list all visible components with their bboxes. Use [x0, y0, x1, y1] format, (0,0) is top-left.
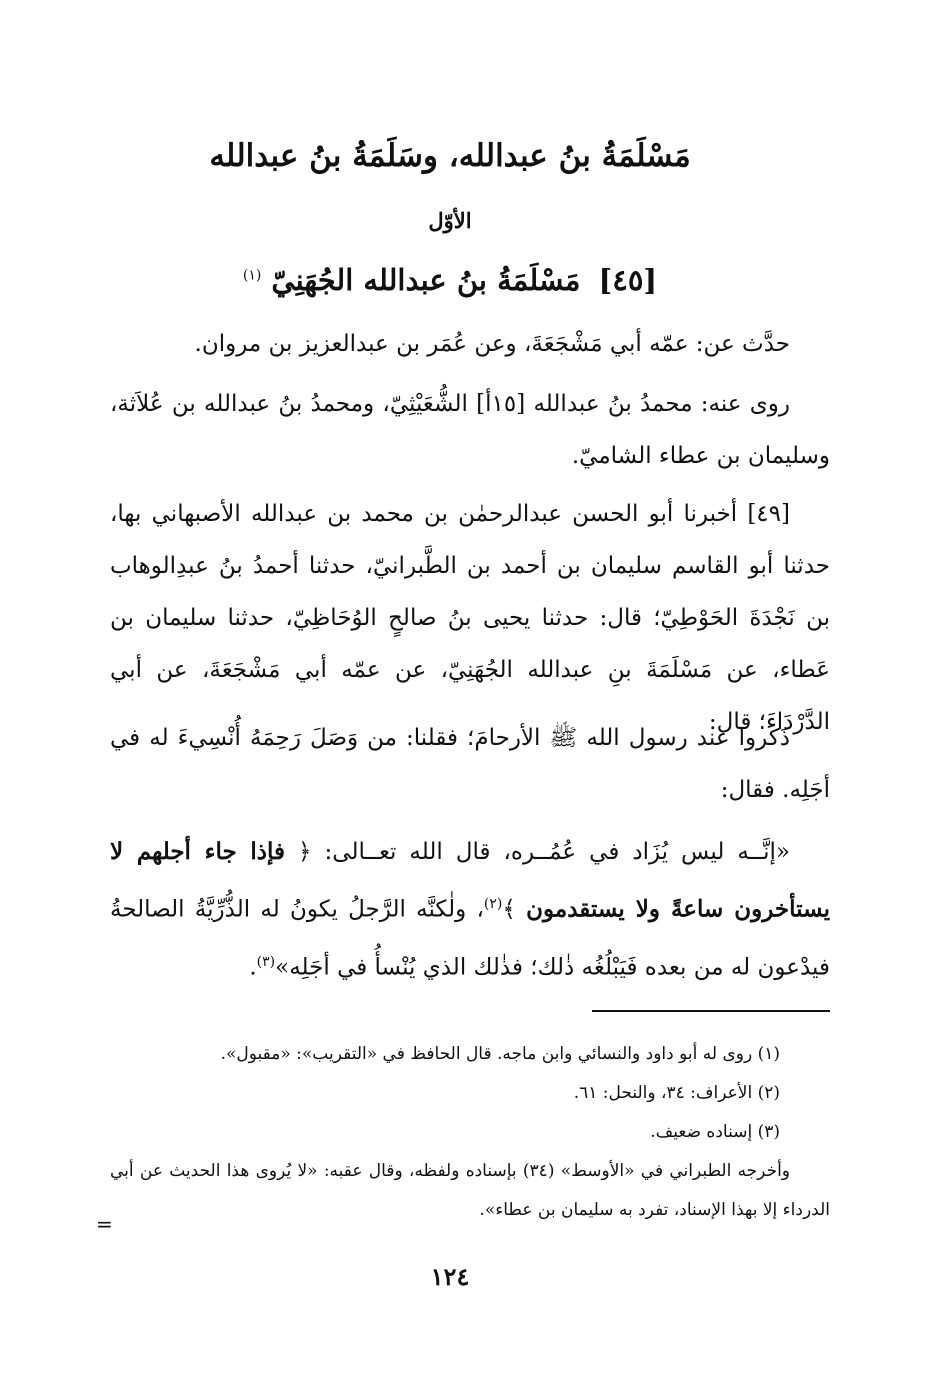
footnote-separator — [592, 1010, 830, 1012]
paragraph-narrated-by: روى عنه: محمدُ بنُ عبدالله [١٥أ] الشُّعَيْثِيّ، ومحمدُ بنُ عبدالله بن عُلاَثة، وسليمان بن عطاء الشاميّ. — [110, 391, 830, 469]
footnotes — [110, 1035, 830, 1230]
footnote-2: (٢) الأعراف: ٣٤، والنحل: ٦١. — [573, 1083, 780, 1103]
continued-mark: = — [96, 1212, 113, 1236]
footnote-3-continuation: وأخرجه الطبراني في «الأوسط» (٣٤) بإسناده ولفظه، وقال عقبه: «لا يُروى هذا الحديث عن أبي الدرداء إلا بهذا الإسناد، تفرد به سليمان بن عطاء». — [110, 1161, 830, 1220]
quran-verse: فإذا جاء أجلهم لا يستأخرون ساعةً ولا يستقدمون — [110, 838, 831, 923]
entry-number: [٤٥] — [598, 263, 658, 297]
entry-heading — [0, 263, 940, 297]
footnote-1: (١) روى له أبو داود والنسائي وابن ماجه. قال الحافظ في «التقريب»: «مقبول». — [220, 1044, 780, 1064]
paragraph-question: ذَكَروا عند رسول الله ﷺ الأرحامَ؛ فقلنا: من وَصَلَ رَحِمَهُ أُنْسِيءَ له في أجَلِه. فقال: — [110, 725, 830, 803]
page-number: ١٢٤ — [430, 1262, 470, 1291]
quran-bracket-close: ﴾ — [502, 896, 516, 923]
page-title: مَسْلَمَةُ بنُ عبدالله، وسَلَمَةُ بنُ عبدالله — [209, 138, 691, 174]
footnote-3: (٣) إسناده ضعيف. — [650, 1122, 780, 1142]
answer-text-end: ، ولٰكنَّه الرَّجلُ يكونُ له الذُّرِّيَّةُ الصالحةُ فيدْعون له من بعده فَيَبْلُغُه ذٰلك؛ فذٰلك الذي يُنْسأُ في أجَلِه» — [110, 896, 830, 981]
answer-text-start: «إنَّــه ليس يُزَاد في عُمُــره، قال الله تعــالى: ﴿ — [298, 839, 791, 865]
footnote-ref-1: (١) — [242, 267, 262, 284]
section-label: الأوّل — [428, 208, 472, 233]
entry-name: مَسْلَمَةُ بنُ عبدالله الجُهَنِيّ — [271, 263, 581, 297]
paragraph-isnad: [٤٩] أخبرنا أبو الحسن عبدالرحمٰن بن محمد بن عبدالله الأصبهاني بها، حدثنا أبو القاسم سليمان بن أحمد بن الطَّبرانيّ، حدثنا أحمدُ بنُ عبدِالوهاب بن نَجْدَةَ الحَوْطِيّ؛ قال: حدثنا يحيى بنُ صالحٍ الوُحَاظِيّ، حدثنا سليمان بن عَطاء، عن مَسْلَمَةَ بنِ عبدالله الجُهَنِيّ، عن عمّه أبي مَشْجَعَةَ، عن أبي الدَّرْدَاءَ؛ قال: — [110, 501, 830, 735]
paragraph-narrated-from: حدَّث عن: عمّه أبي مَشْجَعَةَ، وعن عُمَر بن عبدالعزيز بن مروان. — [194, 331, 790, 357]
paragraph-answer — [110, 826, 830, 993]
footnote-ref-2: (٢) — [483, 896, 503, 912]
footnote-ref-3: (٣) — [256, 953, 276, 970]
answer-period: . — [249, 954, 257, 981]
